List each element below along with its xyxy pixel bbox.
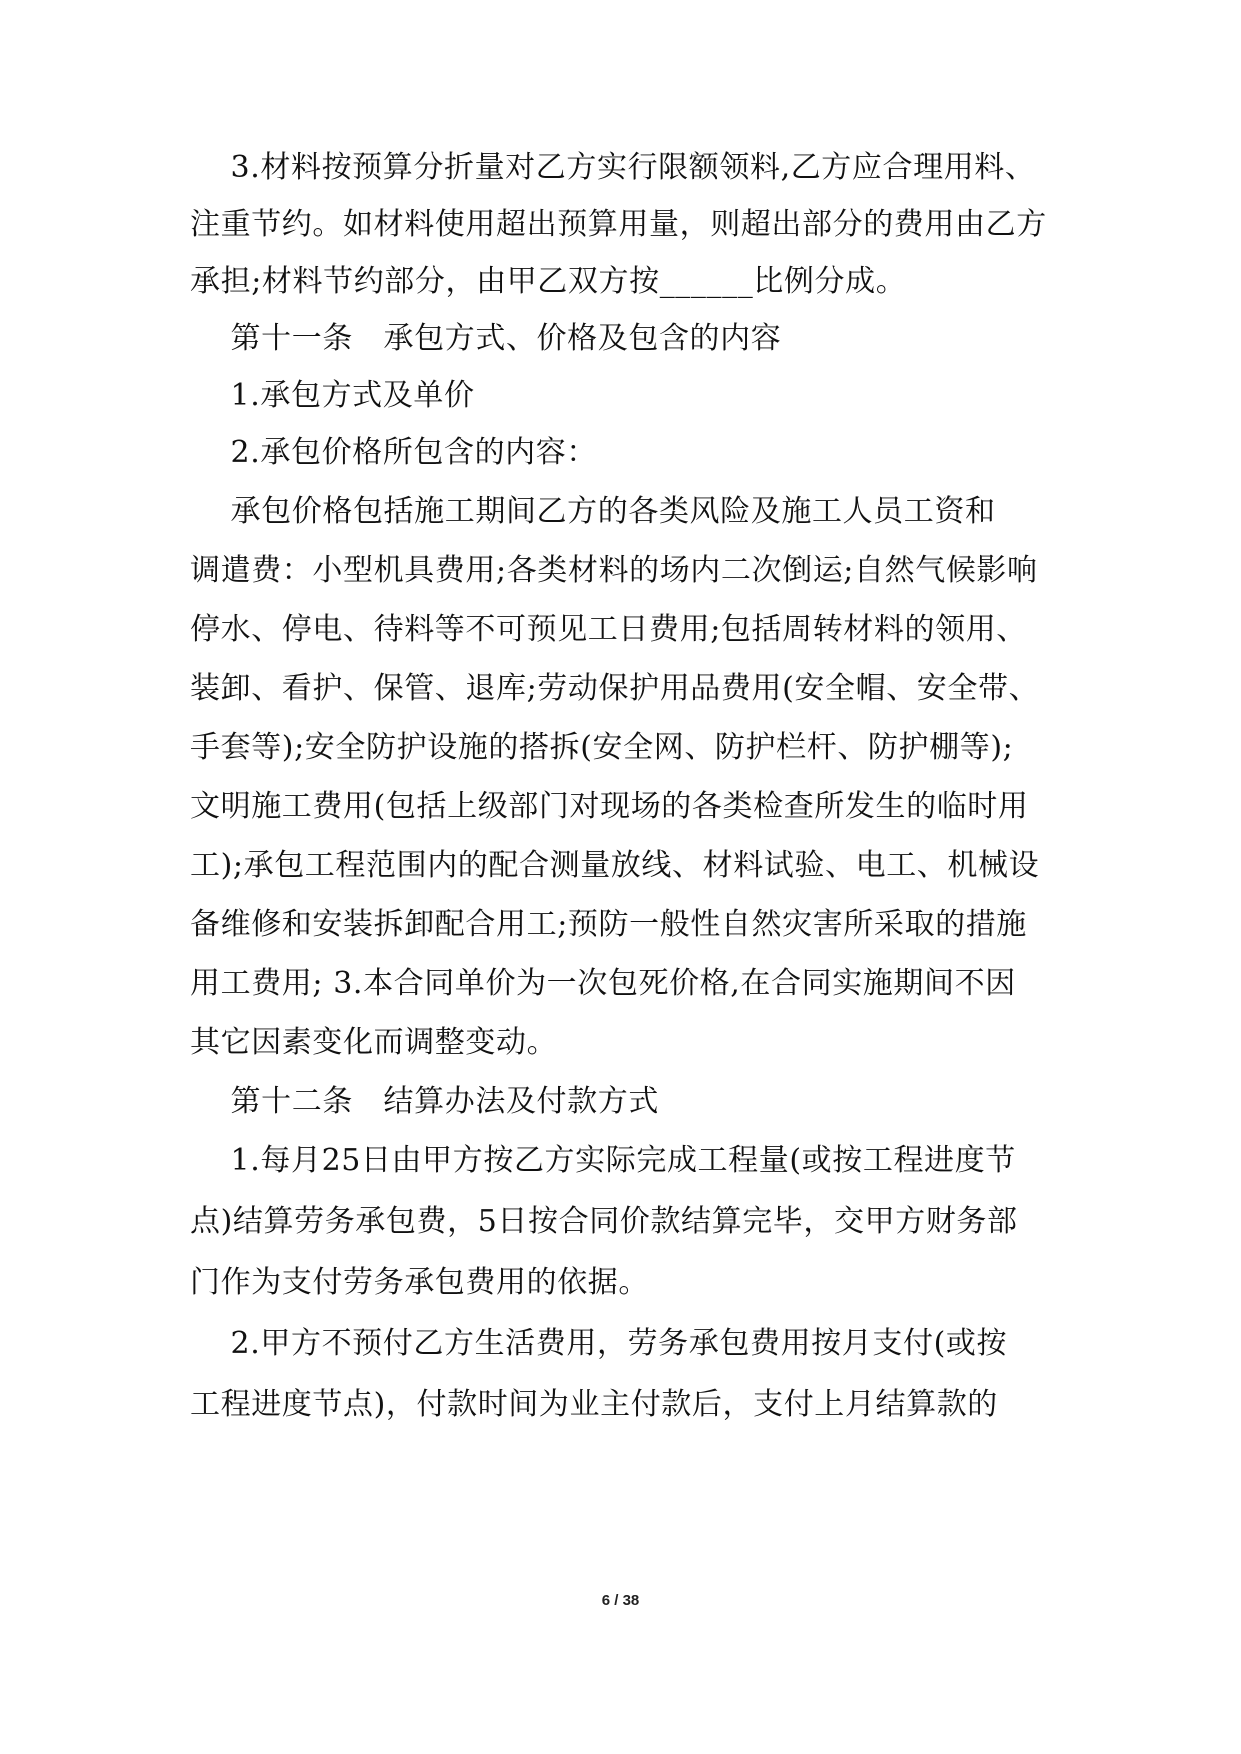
text-line: 其它因素变化而调整变动。 [190, 1025, 558, 1060]
text-line: 1.承包方式及单价 [190, 378, 475, 413]
text-line: 3.材料按预算分折量对乙方实行限额领料,乙方应合理用料、 [190, 150, 1036, 185]
text-line: 承担;材料节约部分，由甲乙双方按______比例分成。 [190, 264, 907, 299]
text-line: 文明施工费用(包括上级部门对现场的各类检查所发生的临时用 [190, 789, 1029, 824]
text-line: 1.每月25日由甲方按乙方实际完成工程量(或按工程进度节 [190, 1143, 1016, 1178]
text-line: 注重节约。如材料使用超出预算用量，则超出部分的费用由乙方 [190, 207, 1047, 242]
section-heading: 第十一条 承包方式、价格及包含的内容 [190, 321, 782, 356]
text-line: 调遣费：小型机具费用;各类材料的场内二次倒运;自然气候影响 [190, 553, 1038, 588]
text-line: 门作为支付劳务承包费用的依据。 [190, 1265, 649, 1300]
section-heading: 第十二条 结算办法及付款方式 [190, 1084, 659, 1119]
text-line: 停水、停电、待料等不可预见工日费用;包括周转材料的领用、 [190, 612, 1027, 647]
text-line: 2.甲方不预付乙方生活费用，劳务承包费用按月支付(或按 [190, 1326, 1008, 1361]
text-line: 装卸、看护、保管、退库;劳动保护用品费用(安全帽、安全带、 [190, 671, 1040, 706]
text-line: 用工费用; 3.本合同单价为一次包死价格,在合同实施期间不因 [190, 966, 1016, 1001]
text-line: 2.承包价格所包含的内容： [190, 435, 597, 470]
text-line: 点)结算劳务承包费，5日按合同价款结算完毕，交甲方财务部 [190, 1204, 1018, 1239]
text-line: 承包价格包括施工期间乙方的各类风险及施工人员工资和 [190, 494, 996, 529]
text-line: 工);承包工程范围内的配合测量放线、材料试验、电工、机械设 [190, 848, 1040, 883]
text-line: 备维修和安装拆卸配合用工;预防一般性自然灾害所采取的措施 [190, 907, 1027, 942]
page-number: 6 / 38 [601, 1592, 640, 1609]
text-line: 工程进度节点)，付款时间为业主付款后，支付上月结算款的 [190, 1387, 998, 1422]
text-line: 手套等);安全防护设施的搭拆(安全网、防护栏杆、防护棚等); [190, 730, 1014, 765]
